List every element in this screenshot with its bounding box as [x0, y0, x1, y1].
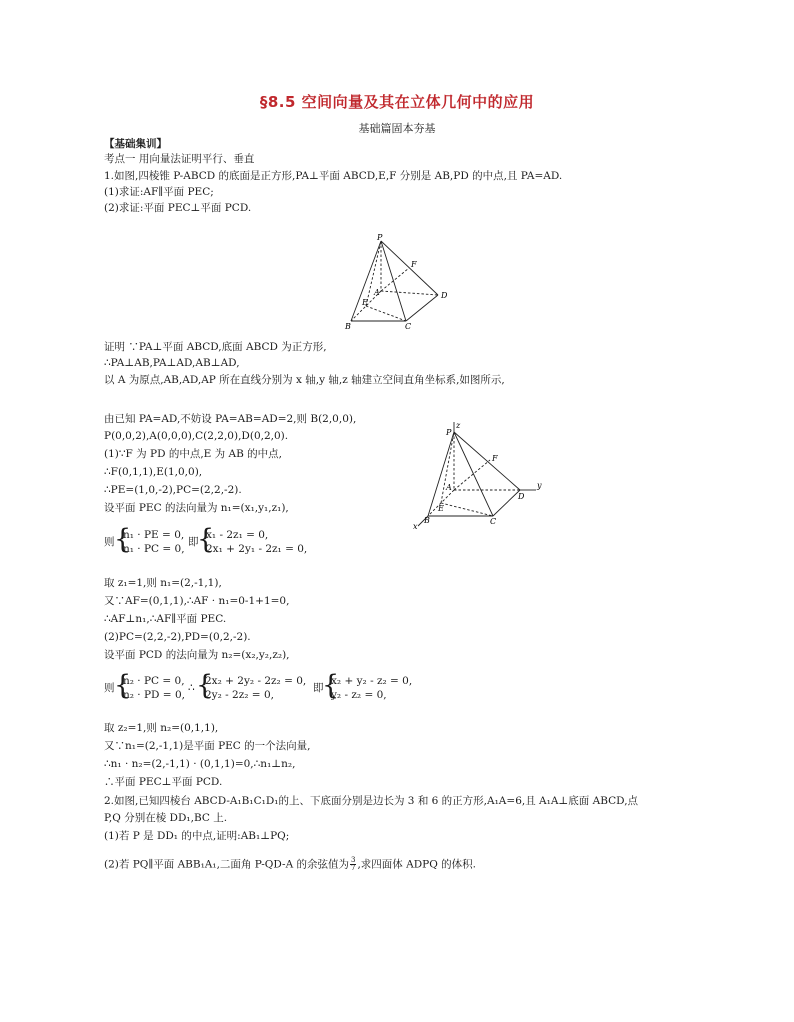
proof2-line-3: ∴AF⊥n₁,∴AF∥平面 PEC. [104, 613, 227, 625]
system1-brace-right: { [197, 524, 215, 555]
system1-mid: 即 [188, 536, 199, 548]
edge-PD [454, 432, 520, 490]
fig1-label-E: E [362, 298, 368, 307]
system2-eq6: y₂ - z₂ = 0, [331, 689, 387, 701]
fig2-label-z: z [456, 421, 461, 430]
proof3-line-2: 又∵n₁=(2,-1,1)是平面 PEC 的一个法向量, [104, 740, 311, 752]
fig2-label-A: A [446, 483, 452, 492]
page-title: §8.5 空间向量及其在立体几何中的应用 [259, 93, 535, 111]
fig1-label-A: A [374, 288, 380, 297]
edge-PB [351, 241, 381, 321]
fraction-denominator: 7 [351, 864, 356, 872]
fig2-label-B: B [424, 516, 430, 525]
fig1-label-P: P [377, 233, 383, 242]
system2-eq5: x₂ + y₂ - z₂ = 0, [331, 675, 413, 687]
fig2-label-E: E [438, 504, 444, 513]
fig2-label-D: D [518, 492, 525, 501]
system2-eq4: 2y₂ - 2z₂ = 0, [205, 689, 274, 701]
proof-line-1: 证明 ∵PA⊥平面 ABCD,底面 ABCD 为正方形, [104, 341, 327, 353]
problem1-statement: 1.如图,四棱锥 P-ABCD 的底面是正方形,PA⊥平面 ABCD,E,F 分别是 AB,PD 的中点,且 PA=AD. [104, 170, 563, 182]
proof2-line-2: 又∵AF=(0,1,1),∴AF · n₁=0-1+1=0, [104, 595, 290, 607]
system1-prefix: 则 [104, 536, 115, 548]
section-label: 【基础集训】 [104, 138, 167, 150]
system2-brace-3: { [322, 670, 340, 701]
topic-heading: 考点一 用向量法证明平行、垂直 [104, 153, 255, 165]
edge-PC [454, 432, 493, 516]
problem2-part2-text-a: (2)若 PQ∥平面 ABB₁A₁,二面角 P-QD-A 的余弦值为 [104, 858, 349, 871]
proof2-line-4: (2)PC=(2,2,-2),PD=(0,2,-2). [104, 631, 251, 643]
fig2-label-y: y [537, 481, 542, 490]
page-subtitle: 基础篇固本夯基 [358, 122, 436, 135]
problem2-statement-1: 2.如图,已知四棱台 ABCD-A₁B₁C₁D₁的上、下底面分别是边长为 3 和 6 的正方形,A₁A=6,且 A₁A⊥底面 ABCD,点 [104, 795, 639, 807]
segment-AF [454, 460, 490, 490]
proof2-line-5: 设平面 PCD 的法向量为 n₂=(x₂,y₂,z₂), [104, 649, 290, 661]
fig2-label-P: P [446, 428, 452, 437]
problem2-part1: (1)若 P 是 DD₁ 的中点,证明:AB₁⊥PQ; [104, 830, 290, 842]
proof-line-2: ∴PA⊥AB,PA⊥AD,AB⊥AD, [104, 357, 240, 369]
pyramid-figure [336, 233, 456, 333]
system2-therefore: ∴ [188, 682, 195, 694]
fig1-label-F: F [411, 260, 417, 269]
system1-eq4: 2x₁ + 2y₁ - 2z₁ = 0, [206, 543, 308, 555]
system2-brace-1: { [114, 670, 132, 701]
fig2-label-F: F [492, 454, 498, 463]
segment-AF [381, 268, 409, 291]
system1-eq3: x₁ - 2z₁ = 0, [206, 529, 269, 541]
proof-line-8: ∴PE=(1,0,-2),PC=(2,2,-2). [104, 484, 242, 496]
segment-EC [441, 503, 493, 516]
proof-line-9: 设平面 PEC 的法向量为 n₁=(x₁,y₁,z₁), [104, 502, 289, 514]
edge-CD [493, 490, 520, 516]
fraction-numerator: 3 [351, 856, 356, 864]
problem2-part2 [104, 857, 476, 872]
proof-line-3: 以 A 为原点,AB,AD,AP 所在直线分别为 x 轴,y 轴,z 轴建立空间直角坐标系,如图所示, [104, 374, 505, 386]
edge-CD [406, 295, 438, 321]
edge-AD [381, 291, 438, 295]
system2-brace-2: { [196, 670, 214, 701]
problem2-statement-2: P,Q 分别在棱 DD₁,BC 上. [104, 812, 228, 824]
system2-eq2: n₂ · PD = 0, [123, 689, 185, 701]
proof3-line-4: ∴平面 PEC⊥平面 PCD. [104, 776, 223, 788]
segment-EC [366, 306, 406, 321]
system1-eq1: n₁ · PE = 0, [123, 529, 185, 541]
problem2-part2-text-b: ,求四面体 ADPQ 的体积. [357, 858, 476, 871]
system1-eq2: n₁ · PC = 0, [123, 543, 185, 555]
fig1-label-B: B [345, 322, 351, 331]
proof-line-6: (1)∵F 为 PD 的中点,E 为 AB 的中点, [104, 448, 282, 460]
proof2-line-1: 取 z₁=1,则 n₁=(2,-1,1), [104, 577, 222, 589]
problem1-part1: (1)求证:AF∥平面 PEC; [104, 186, 214, 198]
fig1-label-D: D [441, 291, 448, 300]
cosine-fraction [350, 857, 356, 872]
proof-line-4: 由已知 PA=AD,不妨设 PA=AB=AD=2,则 B(2,0,0), [104, 413, 357, 425]
coordinate-pyramid-figure [410, 420, 546, 532]
fig1-label-C: C [405, 322, 412, 331]
proof-line-7: ∴F(0,1,1),E(1,0,0), [104, 466, 203, 478]
proof-line-5: P(0,0,2),A(0,0,0),C(2,2,0),D(0,2,0). [104, 430, 289, 442]
system1-brace-left: { [114, 524, 132, 555]
fig2-label-C: C [490, 517, 497, 526]
fig2-label-x: x [413, 522, 418, 531]
system2-mid: 即 [313, 682, 324, 694]
system2-eq1: n₂ · PC = 0, [123, 675, 185, 687]
problem1-part2: (2)求证:平面 PEC⊥平面 PCD. [104, 202, 252, 214]
proof3-line-1: 取 z₂=1,则 n₂=(0,1,1), [104, 722, 219, 734]
proof3-line-3: ∴n₁ · n₂=(2,-1,1) · (0,1,1)=0,∴n₁⊥n₂, [104, 758, 296, 770]
system2-eq3: 2x₂ + 2y₂ - 2z₂ = 0, [205, 675, 307, 687]
system2-prefix: 则 [104, 682, 115, 694]
